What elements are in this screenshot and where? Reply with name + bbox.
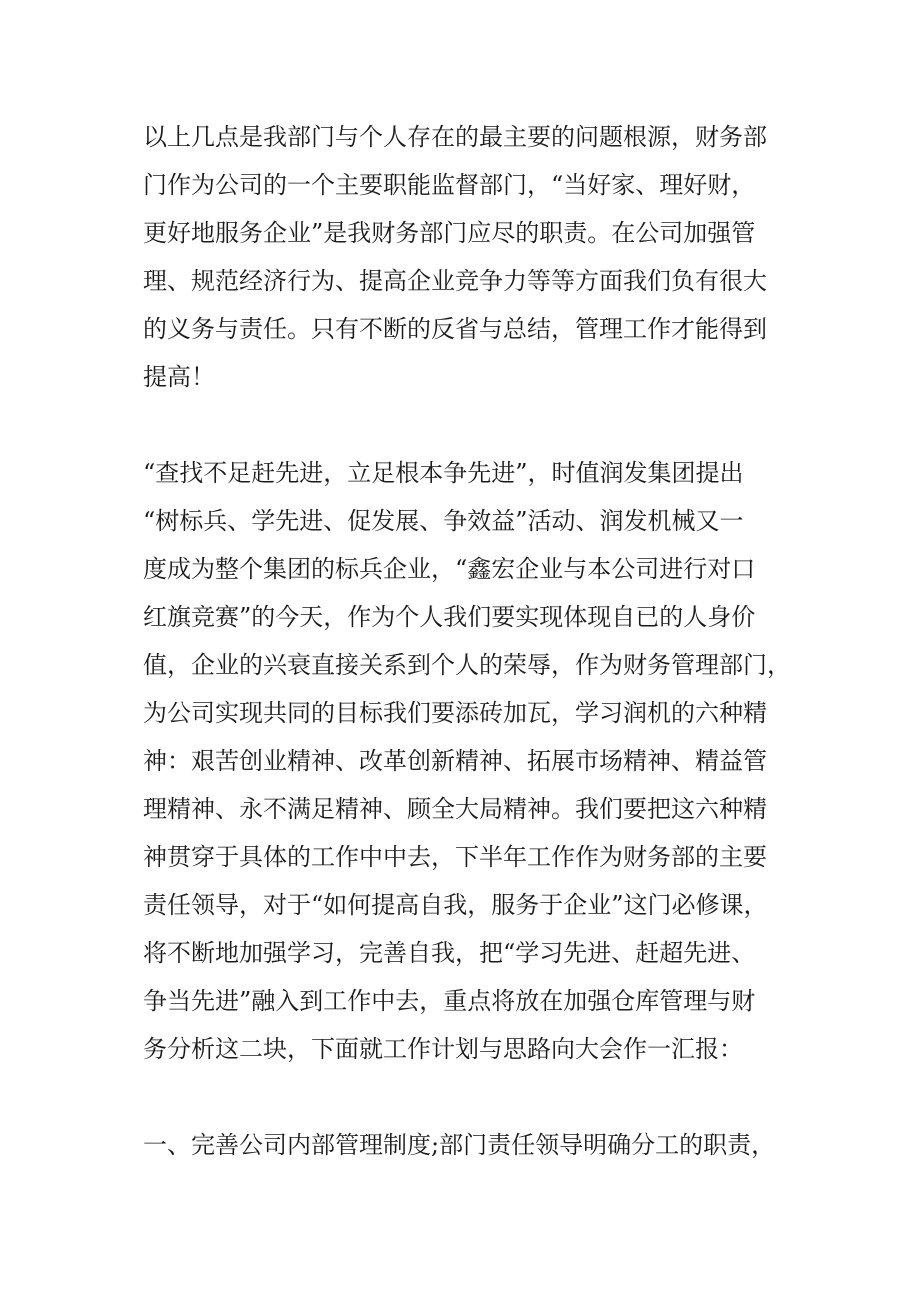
paragraph-1-line-5: 的义务与责任。只有不断的反省与总结，管理工作才能得到 xyxy=(143,315,767,343)
paragraph-2-line-5: 值，企业的兴衰直接关系到个人的荣辱，作为财务管理部门， xyxy=(143,651,791,679)
paragraph-2-line-4: 红旗竞赛”的今天，作为个人我们要实现体现自已的人身价 xyxy=(143,603,756,631)
paragraph-2-line-7: 神：艰苦创业精神、改革创新精神、拓展市场精神、精益管 xyxy=(143,747,767,775)
paragraph-2-line-1: “查找不足赶先进，立足根本争先进”，时值润发集团提出 xyxy=(143,459,744,487)
paragraph-1-line-1: 以上几点是我部门与个人存在的最主要的问题根源，财务部 xyxy=(143,123,767,151)
paragraph-1-line-4: 理、规范经济行为、提高企业竞争力等等方面我们负有很大 xyxy=(143,267,767,295)
paragraph-2-line-11: 将不断地加强学习，完善自我，把“学习先进、赶超先进、 xyxy=(143,939,756,967)
paragraph-2-line-10: 责任领导，对于“如何提高自我，服务于企业”这门必修课， xyxy=(143,891,768,919)
paragraph-2-line-2: “树标兵、学先进、促发展、争效益”活动、润发机械又一 xyxy=(143,507,744,535)
paragraph-2-line-12: 争当先进”融入到工作中去，重点将放在加强仓库管理与财 xyxy=(143,987,756,1015)
paragraph-2-line-6: 为公司实现共同的目标我们要添砖加瓦，学习润机的六种精 xyxy=(143,699,767,727)
paragraph-3-line-1: 一、完善公司内部管理制度;部门责任领导明确分工的职责， xyxy=(143,1131,776,1159)
paragraph-2-line-3: 度成为整个集团的标兵企业，“鑫宏企业与本公司进行对口 xyxy=(143,555,756,583)
paragraph-1-line-3: 更好地服务企业”是我财务部门应尽的职责。在公司加强管 xyxy=(143,219,756,247)
paragraph-2-line-9: 神贯穿于具体的工作中中去，下半年工作作为财务部的主要 xyxy=(143,843,767,871)
paragraph-2-line-13: 务分析这二块，下面就工作计划与思路向大会作一汇报： xyxy=(143,1035,743,1063)
paragraph-2-line-8: 理精神、永不满足精神、顾全大局精神。我们要把这六种精 xyxy=(143,795,767,823)
paragraph-1-line-2: 门作为公司的一个主要职能监督部门，“当好家、理好财， xyxy=(143,171,756,199)
paragraph-1-line-6: 提高！ xyxy=(143,363,215,391)
